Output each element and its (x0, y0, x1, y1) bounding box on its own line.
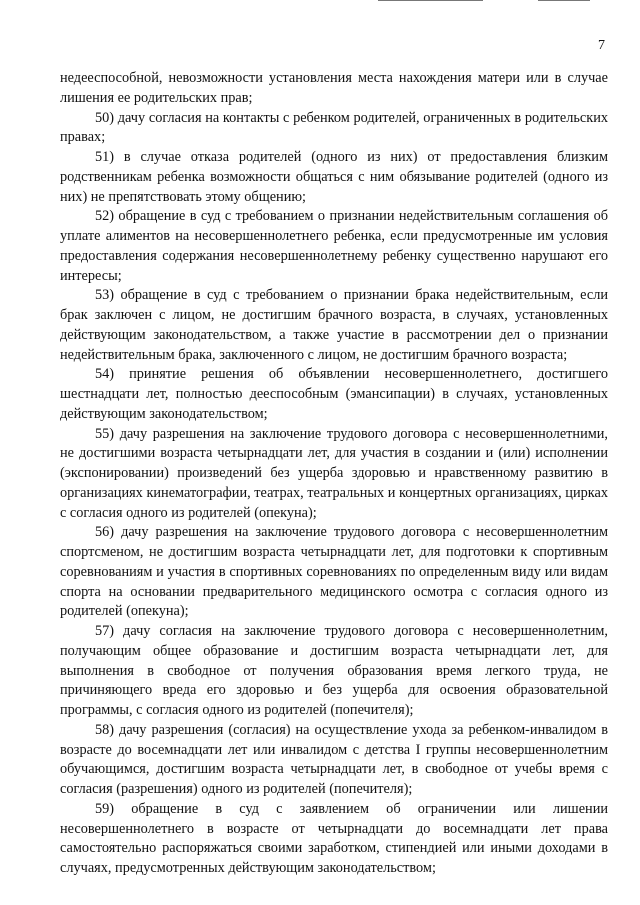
paragraph-item-59: 59) обращение в суд с заявлением об ограничении или лишении несовершеннолетнего в возрасте от четырнадцати до восемнадцати лет права самостоятельно распоряжаться своими заработком, стипендией или иными доходами в случаях, предусмотренных действующим законодательством; (60, 800, 608, 876)
paragraph-item-58: 58) дачу разрешения (согласия) на осуществление ухода за ребенком-инвалидом в возрасте до восемнадцати лет или инвалидом с детства I группы несовершеннолетним обучающимся, достигшим возраста четырнадцати лет, в свободное от учебы время с согласия (разрешения) одного из родителей (попечителя); (60, 721, 608, 797)
header-rule-right (538, 0, 590, 1)
paragraph-item-52: 52) обращение в суд с требованием о признании недействительным соглашения об уплате алиментов на несовершеннолетнего ребенка, если предусмотренные им условия предоставления содержания несовершеннолетнему ребенку существенно нарушают его интересы; (60, 208, 608, 284)
header-rule-left (378, 0, 483, 1)
paragraph-item-55: 55) дачу разрешения на заключение трудового договора с несовершеннолетними, не достигшими возраста четырнадцати лет, для участия в создании и (или) исполнении (экспонировании) произведений без ущерба здоровью и нравственному развитию в организациях кинематографии, театрах, театральных и концертных организациях, цирках с согласия одного из родителей (опекуна); (60, 425, 608, 521)
paragraph-item-50: 50) дачу согласия на контакты с ребенком родителей, ограниченных в родительских правах; (60, 109, 608, 146)
paragraph-item-54: 54) принятие решения об объявлении несовершеннолетнего, достигшего шестнадцати лет, полностью дееспособным (эмансипации) в случаях, установленных действующим законодательством; (60, 366, 608, 422)
paragraph-continuation: недееспособной, невозможности установления места нахождения матери или в случае лишения ее родительских прав; (60, 70, 608, 106)
paragraph-item-56: 56) дачу разрешения на заключение трудового договора с несовершеннолетним спортсменом, не достигшим возраста четырнадцати лет, для подготовки к спортивным соревнованиям и участия в спортивных соревнованиях по определенным виду или видам спорта на основании предварительного медицинского осмотра с согласия одного из родителей (опекуна); (60, 524, 608, 620)
page-number: 7 (598, 38, 605, 53)
document-body (60, 69, 608, 879)
paragraph-item-57: 57) дачу согласия на заключение трудового договора с несовершеннолетним, получающим общее образование и достигшим возраста четырнадцати лет, для выполнения в свободное от получения образования время легкого труда, не причиняющего вреда его здоровью и без ущерба для освоения образовательной программы, с согласия одного из родителей (попечителя); (60, 623, 608, 718)
paragraph-item-53: 53) обращение в суд с требованием о признании брака недействительным, если брак заключен с лицом, не достигшим брачного возраста, в случаях, установленных действующим законодательством, а также участие в рассмотрении дел о признании недействительным брака, заключенного с лицом, не достигшим брачного возраста; (60, 287, 608, 363)
paragraph-item-51: 51) в случае отказа родителей (одного из них) от предоставления близким родственникам ребенка возможности общаться с ним обязывание родителей (одного из них) не препятствовать этому общению; (60, 149, 608, 205)
